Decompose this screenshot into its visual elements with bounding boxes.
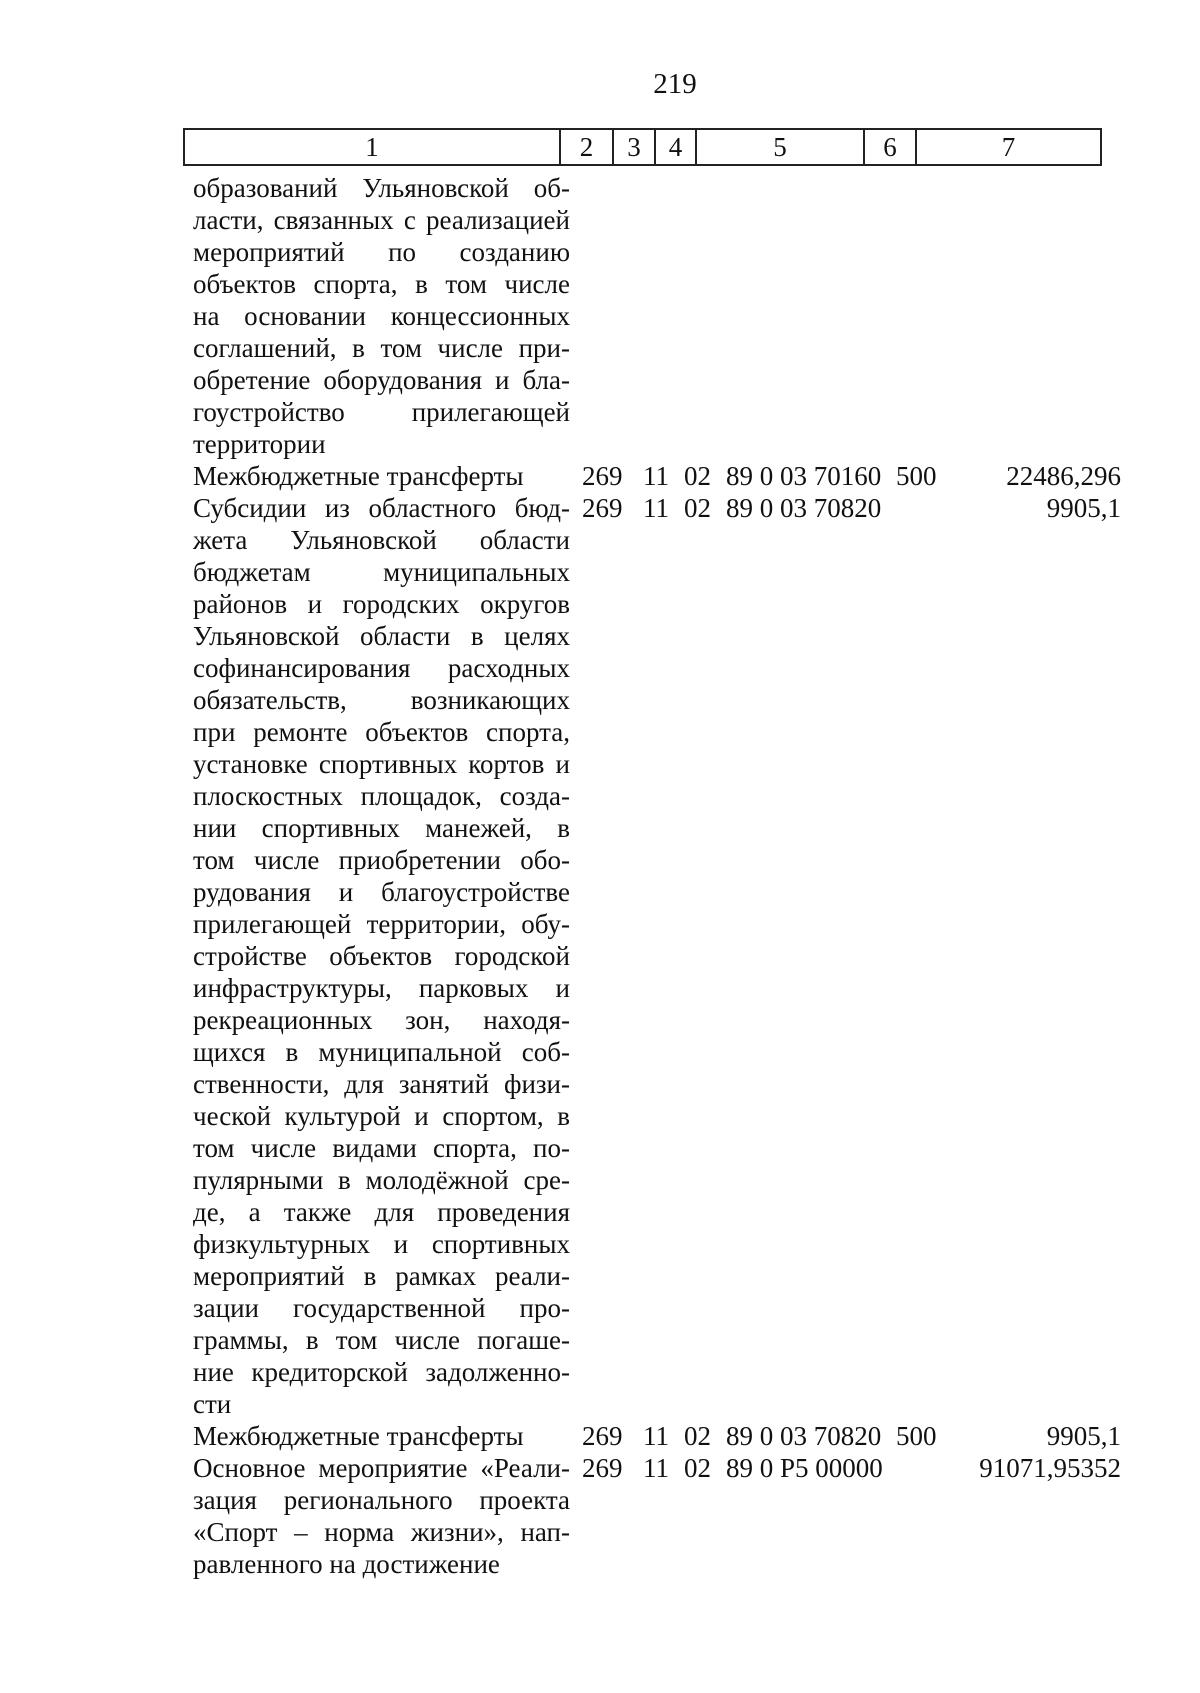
description-line: образований Ульяновской об- <box>193 173 570 203</box>
description-line: граммы, в том числе погаше- <box>193 1325 570 1355</box>
row-target-article-code: 89 0 03 70160 <box>726 461 882 491</box>
description-line: зации государственной про- <box>193 1293 570 1323</box>
description-line: мероприятий по созданию <box>193 237 570 267</box>
row-subsection-code: 02 <box>684 461 711 491</box>
description-line: при ремонте объектов спорта, <box>193 717 570 747</box>
description-line: зация регионального проекта <box>193 1485 570 1515</box>
table-row <box>193 1452 1153 1580</box>
page-number: 219 <box>653 68 697 100</box>
description-line: объектов спорта, в том числе <box>193 269 570 299</box>
row-department-code: 269 <box>582 461 623 491</box>
description-line: районов и городских округов <box>193 589 570 619</box>
column-header-7: 7 <box>916 129 1101 165</box>
description-line: ласти, связанных с реализацией <box>193 205 570 235</box>
row-section-code: 11 <box>643 1453 669 1483</box>
description-line: ние кредиторской задолженно- <box>193 1357 570 1387</box>
description-line: жета Ульяновской области <box>193 525 570 555</box>
description-line: стройстве объектов городской <box>193 941 570 971</box>
description-line: сти <box>193 1389 232 1419</box>
row-expense-type-code: 500 <box>896 1421 937 1451</box>
description-line: щихся в муниципальной соб- <box>193 1037 570 1067</box>
description-line: рекреационных зон, находя- <box>193 1005 570 1035</box>
description-line: Ульяновской области в целях <box>193 621 570 651</box>
row-description <box>193 1452 570 1580</box>
row-section-code: 11 <box>643 493 669 523</box>
description-line: инфраструктуры, парковых и <box>193 973 570 1003</box>
description-line: обязательств, возникающих <box>193 685 570 715</box>
description-line: гоустройство прилегающей <box>193 397 570 427</box>
row-department-code: 269 <box>582 493 623 523</box>
description-line: на основании концессионных <box>193 301 570 331</box>
column-header-6: 6 <box>864 129 916 165</box>
row-target-article-code: 89 0 03 70820 <box>726 493 882 523</box>
description-line: плоскостных площадок, созда- <box>193 781 570 811</box>
table-row <box>193 1420 1153 1452</box>
description-line: соглашений, в том числе при- <box>193 333 570 363</box>
row-subsection-code: 02 <box>684 1453 711 1483</box>
row-expense-type-code: 500 <box>896 461 937 491</box>
description-line: софинансирования расходных <box>193 653 570 683</box>
description-line: прилегающей территории, обу- <box>193 909 570 939</box>
row-target-article-code: 89 0 P5 00000 <box>726 1453 883 1483</box>
column-header-3: 3 <box>613 129 655 165</box>
row-target-article-code: 89 0 03 70820 <box>726 1421 882 1451</box>
row-description <box>193 492 570 1420</box>
row-section-code: 11 <box>643 1421 669 1451</box>
description-line: нии спортивных манежей, в <box>193 813 570 843</box>
row-department-code: 269 <box>582 1421 623 1451</box>
table-row <box>193 172 1153 460</box>
description-line: Межбюджетные трансферты <box>193 1421 524 1451</box>
description-line: Субсидии из областного бюд- <box>193 493 570 523</box>
description-line: де, а также для проведения <box>193 1197 570 1227</box>
row-section-code: 11 <box>643 461 669 491</box>
row-amount: 91071,95352 <box>979 1453 1121 1483</box>
description-line: том числе видами спорта, по- <box>193 1133 570 1163</box>
table-body <box>193 172 1153 1580</box>
column-header-row <box>184 129 1101 165</box>
row-subsection-code: 02 <box>684 1421 711 1451</box>
description-line: «Спорт – норма жизни», нап- <box>193 1517 570 1547</box>
description-line: ческой культурой и спортом, в <box>193 1101 570 1131</box>
column-header-4: 4 <box>655 129 696 165</box>
row-description <box>193 172 570 460</box>
row-department-code: 269 <box>582 1453 623 1483</box>
description-line: Межбюджетные трансферты <box>193 461 524 491</box>
description-line: пулярными в молодёжной сре- <box>193 1165 570 1195</box>
description-line: том числе приобретении обо- <box>193 845 570 875</box>
column-header-5: 5 <box>696 129 864 165</box>
column-header-1: 1 <box>184 129 560 165</box>
row-amount: 22486,296 <box>1006 461 1121 491</box>
description-line: бюджетам муниципальных <box>193 557 570 587</box>
description-line: равленного на достижение <box>193 1549 500 1579</box>
description-line: территории <box>193 429 326 459</box>
description-line: обретение оборудования и бла- <box>193 365 570 395</box>
row-amount: 9905,1 <box>1046 1421 1121 1451</box>
column-header-table <box>183 128 1102 166</box>
description-line: Основное мероприятие «Реали- <box>193 1453 570 1483</box>
description-line: рудования и благоустройстве <box>193 877 570 907</box>
column-header-2: 2 <box>560 129 613 165</box>
row-description <box>193 460 570 492</box>
description-line: установке спортивных кортов и <box>193 749 570 779</box>
row-subsection-code: 02 <box>684 493 711 523</box>
description-line: ственности, для занятий физи- <box>193 1069 570 1099</box>
row-description <box>193 1420 570 1452</box>
description-line: физкультурных и спортивных <box>193 1229 570 1259</box>
table-row <box>193 460 1153 492</box>
table-row <box>193 492 1153 1420</box>
row-amount: 9905,1 <box>1046 493 1121 523</box>
description-line: мероприятий в рамках реали- <box>193 1261 570 1291</box>
